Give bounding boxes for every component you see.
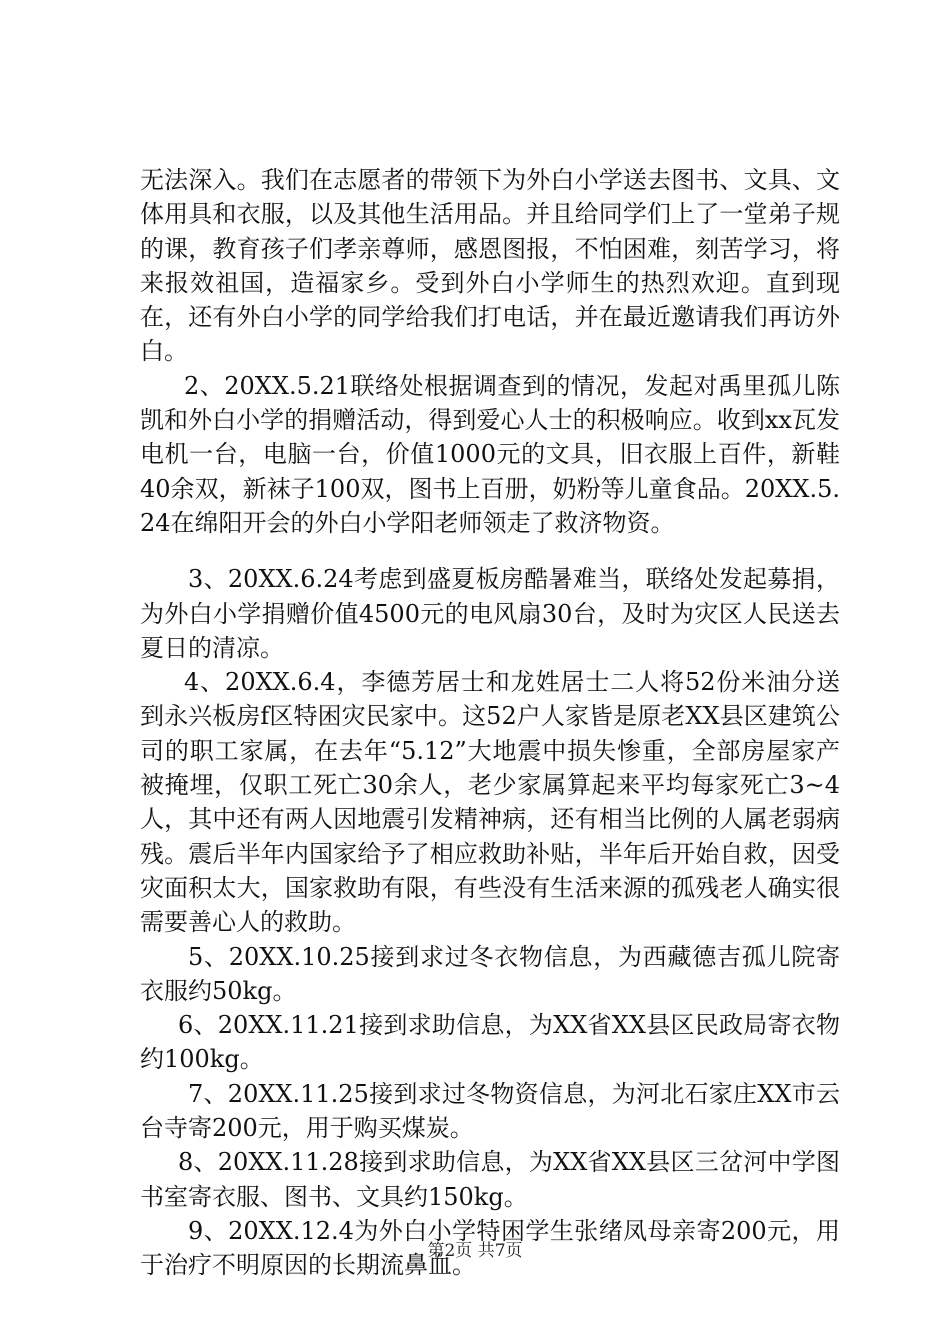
paragraph-continuation: 无法深入。我们在志愿者的带领下为外白小学送去图书、文具、文体用具和衣服，以及其他生活用品。并且给同学们上了一堂弟子规的课，教育孩子们孝亲尊师，感恩图报，不怕困难，刻苦学习，将来报效祖国，造福家乡。受到外白小学师生的热烈欢迎。直到现在，还有外白小学的同学给我们打电话，并在最近邀请我们再访外白。 (140, 166, 840, 366)
paragraph-item-7: 7、20XX.11.25接到求过冬物资信息，为河北石家庄XX市云台寺寄200元，用于购买煤炭。 (140, 1079, 840, 1143)
paragraph-item-9: 9、20XX.12.4为外白小学特困学生张绪凤母亲寄200元，用于治疗不明原因的长期流鼻血。 (140, 1216, 840, 1280)
document-body (140, 163, 840, 1283)
page-number-footer: 第2页 共7页 (427, 1241, 523, 1261)
paragraph-item-2: 2、20XX.5.21联络处根据调查到的情况，发起对禹里孤儿陈凯和外白小学的捐赠活动，得到爱心人士的积极响应。收到xx瓦发电机一台，电脑一台，价值1000元的文具，旧衣服上百件，新鞋40余双，新袜子100双，图书上百册，奶粉等儿童食品。20XX.5.24在绵阳开会的外白小学阳老师领走了救济物资。 (140, 371, 840, 537)
paragraph-item-8: 8、20XX.11.28接到求助信息，为XX省XX县区三岔河中学图书室寄衣服、图书、文具约150kg。 (140, 1148, 840, 1211)
paragraph-item-6: 6、20XX.11.21接到求助信息，为XX省XX县区民政局寄衣物约100kg。 (140, 1011, 840, 1074)
paragraph-item-5: 5、20XX.10.25接到求过冬衣物信息，为西藏德吉孤儿院寄衣服约50kg。 (140, 942, 840, 1005)
paragraph-item-3: 3、20XX.6.24考虑到盛夏板房酷暑难当，联络处发起募捐，为外白小学捐赠价值4500元的电风扇30台，及时为灾区人民送去夏日的清凉。 (140, 565, 840, 662)
paragraph-item-4: 4、20XX.6.4，李德芳居士和龙姓居士二人将52份米油分送到永兴板房f区特困灾民家中。这52户人家皆是原老XX县区建筑公司的职工家属，在去年“5.12”大地震中损失惨重，全部房屋家产被掩埋，仅职工死亡30余人，老少家属算起来平均每家死亡3~4人，其中还有两人因地震引发精神病，还有相当比例的人属老弱病残。震后半年内国家给予了相应救助补贴，半年后开始自救，因受灾面积太大，国家救助有限，有些没有生活来源的孤残老人确实很需要善心人的救助。 (140, 668, 840, 937)
